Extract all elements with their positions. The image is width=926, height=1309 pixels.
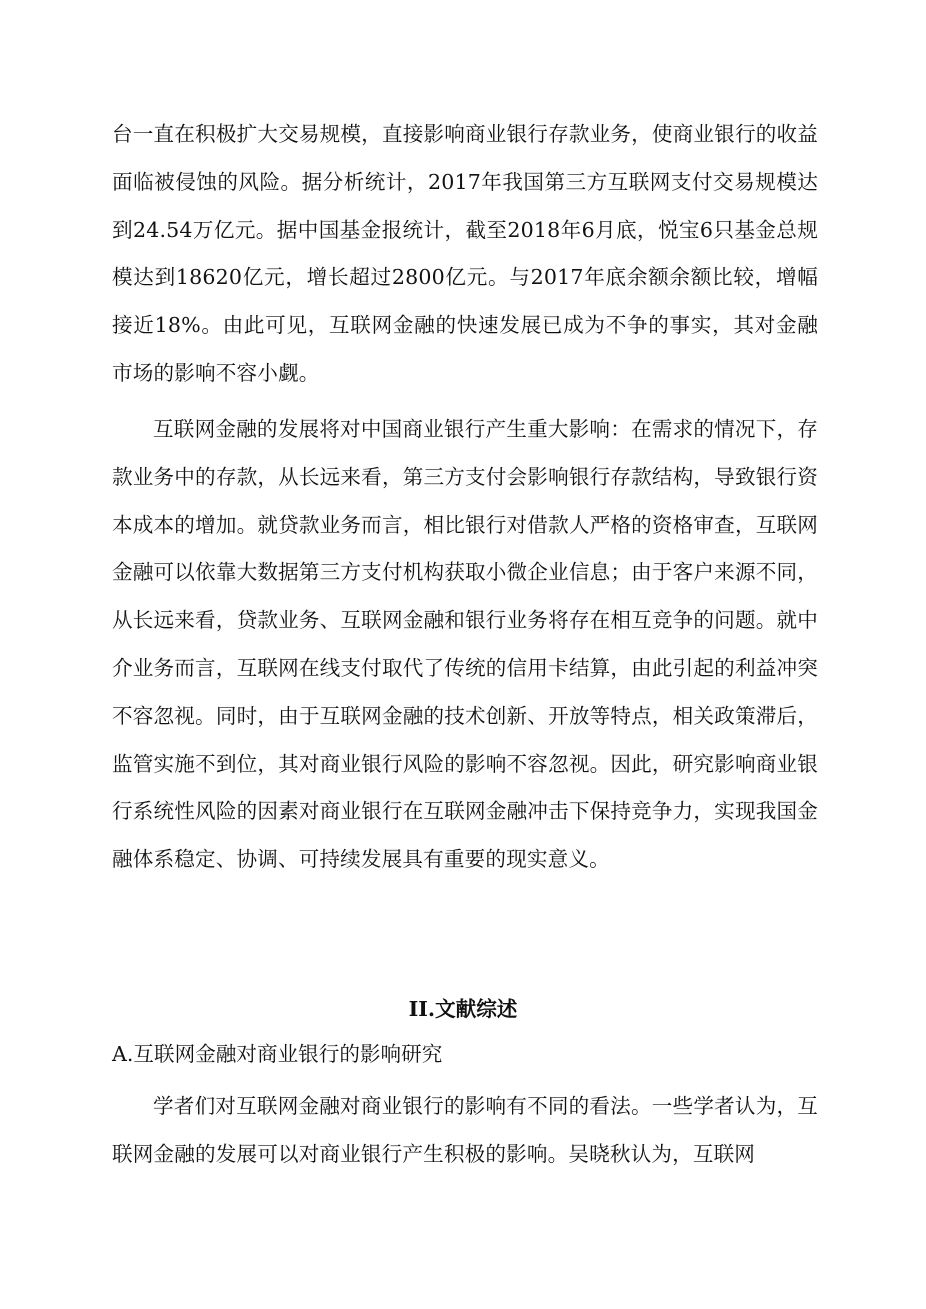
body-paragraph-3: 学者们对互联网金融对商业银行的影响有不同的看法。一些学者认为，互联网金融的发展可以对商业银行产生积极的影响。吴晓秋认为，互联网 — [112, 1094, 818, 1166]
body-paragraph-1: 台一直在积极扩大交易规模，直接影响商业银行存款业务，使商业银行的收益面临被侵蚀的风险。据分析统计，2017年我国第三方互联网支付交易规模达到24.54万亿元。据中国基金报统计，截至2018年6月底，悦宝6只基金总规模达到18620亿元，增长超过2800亿元。与2017年底余额余额比较，增幅接近18%。由此可见，互联网金融的快速发展已成为不争的事实，其对金融市场的影响不容小觑。 — [112, 122, 818, 385]
body-paragraph-2: 互联网金融的发展将对中国商业银行产生重大影响：在需求的情况下，存款业务中的存款，从长远来看，第三方支付会影响银行存款结构，导致银行资本成本的增加。就贷款业务而言，相比银行对借款人严格的资格审查，互联网金融可以依靠大数据第三方支付机构获取小微企业信息；由于客户来源不同，从长远来看，贷款业务、互联网金融和银行业务将存在相互竞争的问题。就中介业务而言，互联网在线支付取代了传统的信用卡结算，由此引起的利益冲突不容忽视。同时，由于互联网金融的技术创新、开放等特点，相关政策滞后，监管实施不到位，其对商业银行风险的影响不容忽视。因此，研究影响商业银行系统性风险的因素对商业银行在互联网金融冲击下保持竞争力，实现我国金融体系稳定、协调、可持续发展具有重要的现实意义。 — [112, 417, 818, 872]
section-heading: II.文献综述 — [408, 997, 518, 1021]
subsection-heading: A.互联网金融对商业银行的影响研究 — [112, 1042, 443, 1066]
